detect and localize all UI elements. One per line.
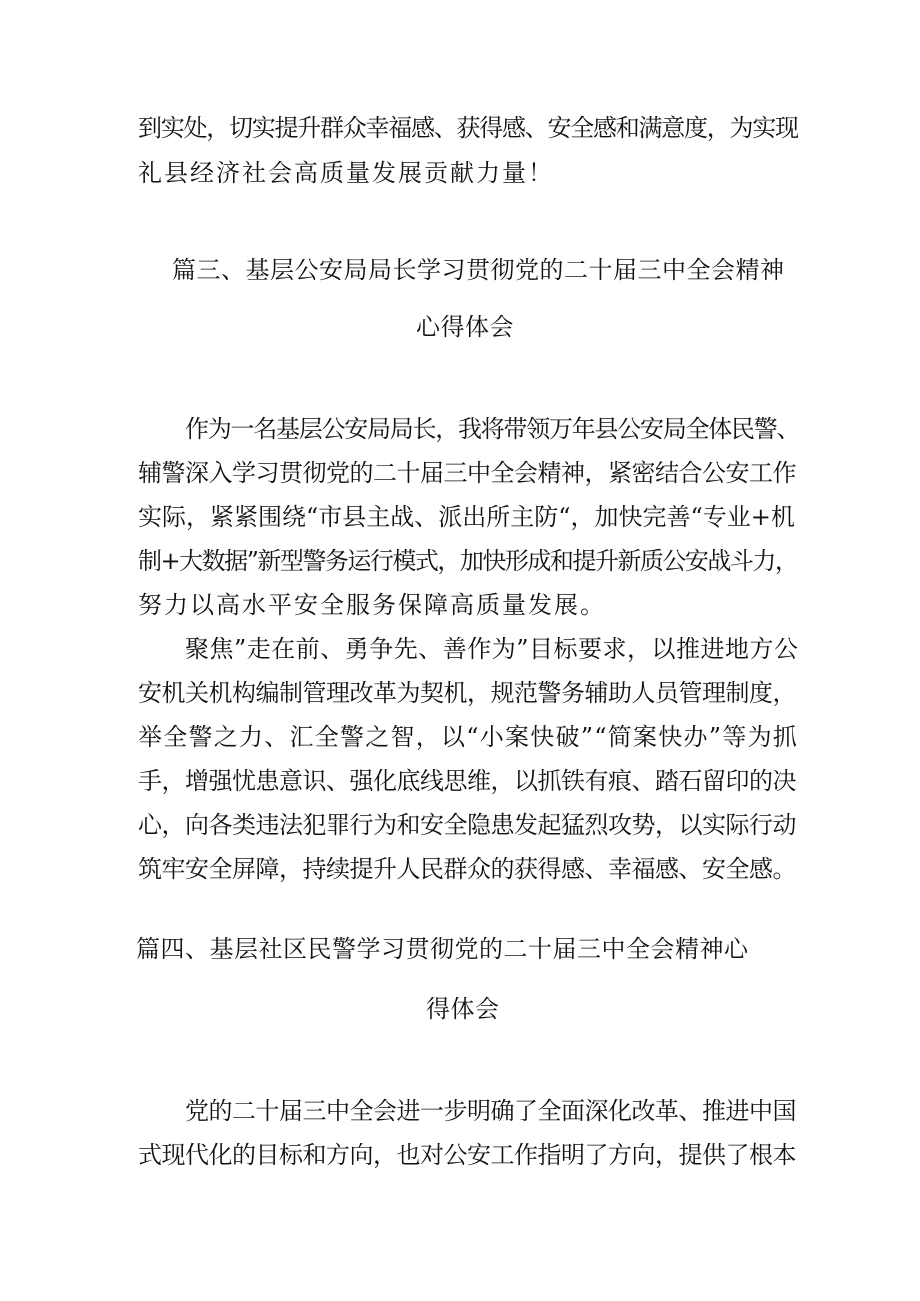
body-text-line: 筑牢安全屏障，持续提升人民群众的获得感、幸福感、安全感。: [138, 855, 796, 883]
body-text-line: 实际，紧紧围绕“市县主战、派出所主防“，加快完善“专业+机: [138, 503, 795, 531]
body-text-line: 心，向各类违法犯罪行为和安全隐患发起猛烈攻势，以实际行动: [138, 811, 796, 839]
body-text-line: 党的二十届三中全会进一步明确了全面深化改革、推进中国: [185, 1097, 796, 1125]
section3-title-continued: 心得体会: [416, 313, 514, 341]
section3-title: 篇三、基层公安局局长学习贯彻党的二十届三中全会精神: [172, 256, 785, 284]
body-text-line: 礼县经济社会高质量发展贡献力量！: [138, 159, 554, 187]
section4-title-continued: 得体会: [426, 995, 500, 1023]
body-text-line: 作为一名基层公安局局长，我将带领万年县公安局全体民警、: [185, 415, 800, 443]
body-text-line: 聚焦”走在前、勇争先、善作为”目标要求，以推进地方公: [185, 635, 799, 663]
body-text-line: 到实处，切实提升群众幸福感、获得感、安全感和满意度，为实现: [138, 114, 798, 142]
body-text-line: 式现代化的目标和方向，也对公安工作指明了方向，提供了根本: [138, 1141, 796, 1169]
body-text-line: 辅警深入学习贯彻党的二十届三中全会精神，紧密结合公安工作: [138, 459, 796, 487]
section4-title: 篇四、基层社区民警学习贯彻党的二十届三中全会精神心: [136, 935, 749, 963]
body-text-line: 制+大数据”新型警务运行模式，加快形成和提升新质公安战斗力，: [138, 547, 798, 575]
body-text-line: 手，增强忧患意识、强化底线思维，以抓铁有痕、踏石留印的决: [138, 767, 796, 795]
body-text-line: 安机关机构编制管理改革为契机，规范警务辅助人员管理制度，: [138, 679, 796, 707]
body-text-line: 努力以高水平安全服务保障高质量发展。: [138, 591, 606, 619]
body-text-line: 举全警之力、汇全警之智，以“小案快破”“简案快办”等为抓: [138, 723, 799, 751]
